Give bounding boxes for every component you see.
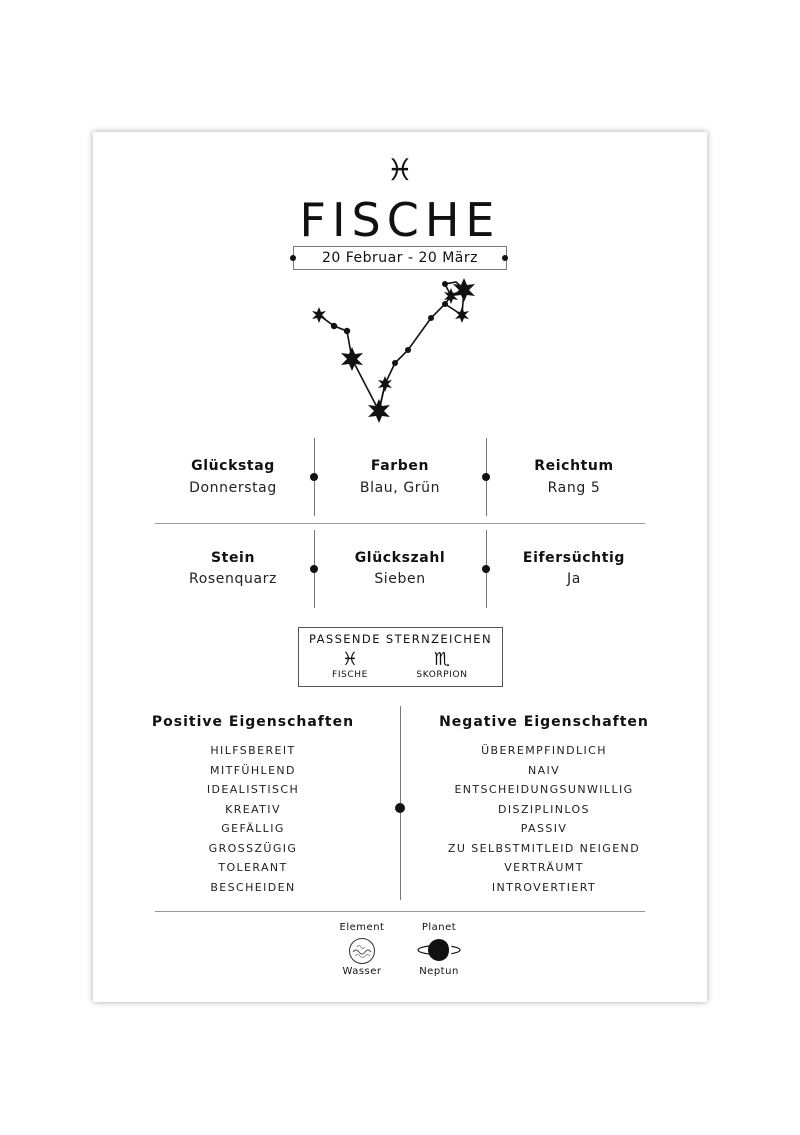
list-item: ZU SELBSTMITLEID NEIGEND bbox=[447, 841, 641, 855]
water-wave-icon bbox=[348, 937, 376, 965]
planet-ring-icon bbox=[416, 935, 462, 965]
list-item: TOLERANT bbox=[218, 861, 288, 874]
list-item: BESCHEIDEN bbox=[210, 880, 296, 894]
element-value: Wasser bbox=[342, 966, 382, 977]
match-name: SKORPION bbox=[416, 670, 468, 680]
list-item: PASSIV bbox=[520, 822, 568, 835]
list-item: ENTSCHEIDUNGSUNWILLIG bbox=[454, 783, 634, 796]
divider-dot bbox=[482, 565, 490, 573]
list-item: KREATIV bbox=[225, 802, 281, 816]
list-item: HILFSBEREIT bbox=[210, 744, 296, 757]
scorpio-icon: ♏ bbox=[433, 649, 451, 670]
element-label: Element bbox=[339, 922, 385, 933]
attribute-value: Donnerstag bbox=[189, 480, 277, 496]
match-name: FISCHE bbox=[332, 670, 368, 680]
attribute-value: Ja bbox=[567, 571, 581, 587]
attribute-label: Farben bbox=[370, 458, 430, 474]
planet-label: Planet bbox=[421, 922, 457, 933]
attribute-value: Rosenquarz bbox=[189, 571, 277, 587]
divider-dot bbox=[482, 473, 490, 481]
list-item: IDEALISTISCH bbox=[206, 783, 300, 796]
date-right-dot bbox=[502, 255, 508, 261]
pisces-constellation-icon bbox=[300, 275, 500, 425]
positive-traits-title: Positive Eigenschaften bbox=[151, 714, 355, 730]
attribute-value: Rang 5 bbox=[547, 480, 601, 496]
attribute-label: Eifersüchtig bbox=[522, 550, 626, 566]
attribute-label: Reichtum bbox=[534, 458, 614, 474]
star-1 bbox=[312, 307, 326, 323]
list-item: NAIV bbox=[527, 763, 561, 777]
list-item: VERTRÄUMT bbox=[504, 861, 584, 874]
list-item: INTROVERTIERT bbox=[491, 880, 597, 894]
list-item: GROSSZÜGIG bbox=[208, 841, 298, 855]
divider-horizontal bbox=[155, 911, 645, 912]
attribute-label: Glückstag bbox=[191, 458, 275, 474]
planet-value: Neptun bbox=[419, 966, 459, 977]
date-left-dot bbox=[290, 255, 296, 261]
positive-traits-list bbox=[133, 741, 373, 897]
attribute-value: Blau, Grün bbox=[359, 480, 441, 496]
attribute-label: Stein bbox=[210, 550, 256, 566]
date-range: 20 Februar - 20 März bbox=[293, 246, 507, 270]
attribute-label: Glückszahl bbox=[354, 550, 446, 566]
divider-dot bbox=[395, 803, 405, 813]
list-item: GEFÄLLIG bbox=[221, 822, 285, 835]
list-item: DISZIPLINLOS bbox=[498, 802, 590, 816]
pisces-icon: ♓ bbox=[341, 649, 359, 670]
list-item: ÜBEREMPFINDLICH bbox=[481, 744, 607, 757]
pisces-icon: ♓ bbox=[386, 153, 414, 188]
negative-traits-list bbox=[424, 741, 664, 897]
negative-traits-title: Negative Eigenschaften bbox=[439, 714, 649, 730]
divider-horizontal bbox=[155, 523, 645, 524]
page-title: FISCHE bbox=[299, 193, 501, 247]
attribute-value: Sieben bbox=[374, 571, 426, 587]
matching-signs-title: PASSENDE STERNZEICHEN bbox=[309, 632, 492, 646]
list-item: MITFÜHLEND bbox=[210, 763, 296, 777]
